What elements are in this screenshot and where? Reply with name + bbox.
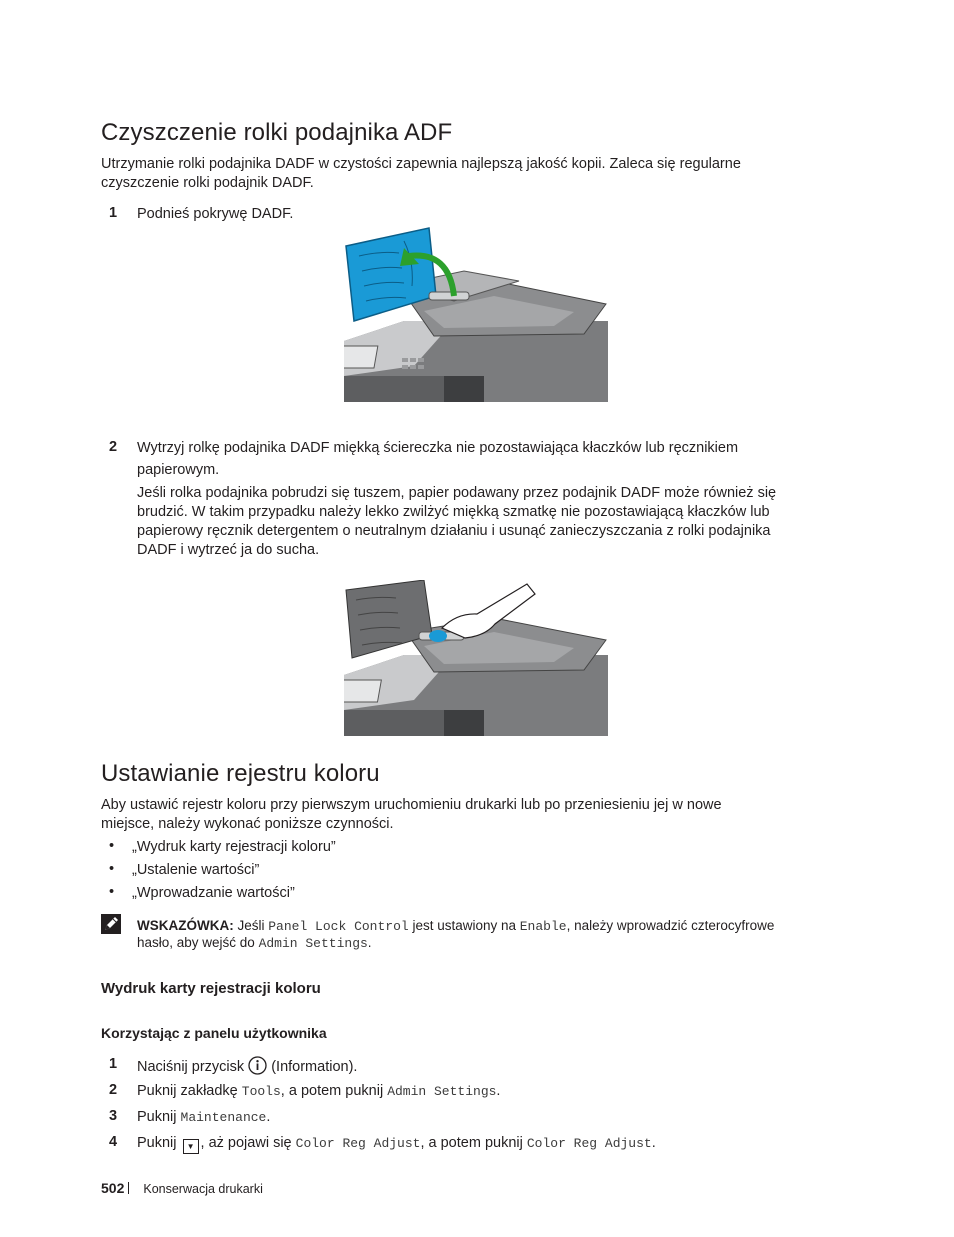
step-fragment: Puknij zakładkę (137, 1083, 242, 1099)
section-title-adf: Czyszczenie rolki podajnika ADF (101, 119, 453, 146)
note-line: Jeśli rolka podajnika pobrudzi się tuszem, papier podawany przez podajnik DADF może również się (137, 485, 777, 501)
tip-text: hasło, aby wejść do (137, 935, 259, 950)
note-pencil-icon (101, 914, 121, 934)
step-number: 1 (109, 1056, 118, 1072)
note-line: DADF i wytrzeć ja do sucha. (137, 542, 320, 558)
section2-intro-line1: Aby ustawić rejestr koloru przy pierwszym uruchomieniu drukarki lub po przeniesieniu jej w nowe (101, 797, 722, 813)
information-label: Information (276, 1059, 349, 1075)
step-fragment: ). (348, 1059, 358, 1075)
code-enable: Enable (519, 919, 567, 934)
step-fragment: Naciśnij przycisk (137, 1059, 249, 1075)
code-color-reg-adjust: Color Reg Adjust (526, 1136, 652, 1151)
step-fragment: Puknij (137, 1135, 181, 1151)
section-title-color-register: Ustawianie rejestru koloru (101, 760, 380, 787)
step-fragment: , a potem puknij (420, 1135, 527, 1151)
step-text (137, 1108, 270, 1127)
code-admin-settings: Admin Settings (258, 936, 368, 951)
section1-intro-line1: Utrzymanie rolki podajnika DADF w czystości zapewnia najlepszą jakość kopii. Zaleca się regularne (101, 156, 741, 172)
step-fragment: Puknij (137, 1109, 181, 1125)
note-line: papierowy ręcznik detergentem o neutralnym działaniu i usunąć zanieczyszczania z rolki podajnika (137, 523, 771, 539)
step-fragment: , a potem puknij (280, 1083, 388, 1099)
tip-line2 (137, 934, 372, 953)
subsubheading: Korzystając z panelu użytkownika (101, 1025, 327, 1041)
bullet-item: „Wydruk karty rejestracji koloru” (132, 839, 336, 855)
step-fragment: ( (267, 1059, 277, 1075)
footer-section: Konserwacja drukarki (143, 1182, 263, 1196)
step-number: 2 (109, 439, 118, 455)
footer-divider (128, 1182, 129, 1194)
step-number: 3 (109, 1108, 118, 1124)
page-footer (101, 1180, 263, 1198)
subheading: Wydruk karty rejestracji koloru (101, 980, 321, 997)
step-text: papierowym. (137, 462, 220, 478)
information-icon (248, 1056, 267, 1075)
bullet-dot: • (109, 861, 115, 877)
scroll-down-key-icon: ▼ (183, 1139, 199, 1154)
code-panel-lock: Panel Lock Control (268, 919, 409, 934)
section2-intro-line2: miejsce, należy wykonać poniższe czynności. (101, 816, 394, 832)
step-text (137, 1134, 656, 1154)
printer-wipe-roller-illustration (344, 580, 608, 736)
step-text: Wytrzyj rolkę podajnika DADF miękką ściereczka nie pozostawiająca kłaczków lub ręcznikiem (137, 440, 739, 456)
step-text (137, 1082, 500, 1101)
printer-lid-open-illustration (344, 226, 608, 402)
bullet-dot: • (109, 838, 115, 854)
step-fragment: . (266, 1109, 271, 1125)
step-number: 4 (109, 1134, 118, 1150)
tip-text: jest ustawiony na (408, 918, 520, 933)
note-line: brudzić. W takim przypadku należy lekko zwilżyć miękką szmatkę nie pozostawiającą kłaczków lub (137, 504, 770, 520)
bullet-dot: • (109, 884, 115, 900)
tip-text: , należy wprowadzić czterocyfrowe (566, 918, 775, 933)
code-maintenance: Maintenance (180, 1110, 267, 1125)
code-admin-settings: Admin Settings (387, 1084, 497, 1099)
tip-text: . (367, 935, 372, 950)
code-tools: Tools (241, 1084, 281, 1099)
tip-text: Jeśli (233, 918, 269, 933)
step-text (137, 1056, 357, 1077)
step-fragment: . (496, 1083, 501, 1099)
code-color-reg-adjust: Color Reg Adjust (295, 1136, 421, 1151)
bullet-item: „Wprowadzanie wartości” (132, 885, 295, 901)
step-fragment: . (651, 1135, 656, 1151)
step-fragment: , aż pojawi się (200, 1135, 296, 1151)
step-number: 1 (109, 205, 118, 221)
step-text: Podnieś pokrywę DADF. (137, 206, 294, 222)
tip-label: WSKAZÓWKA: (137, 918, 234, 933)
section1-intro-line2: czyszczenie rolki podajnik DADF. (101, 175, 314, 191)
page-number: 502 (101, 1180, 125, 1196)
bullet-item: „Ustalenie wartości” (132, 862, 260, 878)
step-number: 2 (109, 1082, 118, 1098)
